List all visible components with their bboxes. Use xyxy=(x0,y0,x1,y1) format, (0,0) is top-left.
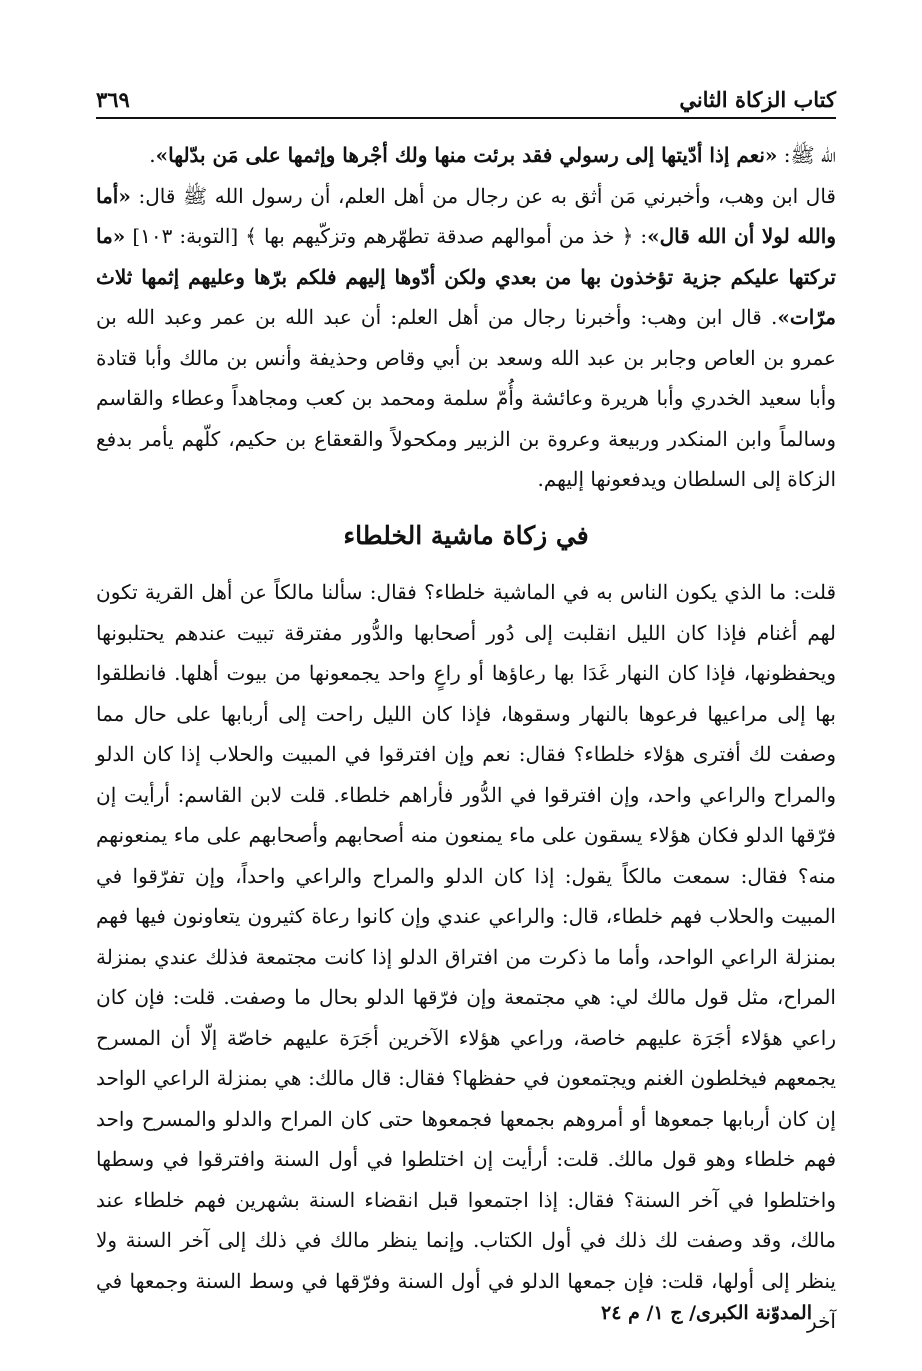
hadith-quote: «ما تركتها عليكم جزية تؤخذون بها من بعدي ولكن أدّوها إليهم فلكم برّها وعليهم إثمها ثلاث مرّات» xyxy=(96,224,836,329)
text-run: . قال ابن وهب: وأخبرنا رجال من أهل العلم: أن عبد الله بن عمر وعبد الله بن عمرو بن العاص وجابر بن عبد الله وسعد بن أبي وقاص وحذيفة وأنس بن مالك وأبا قتادة وأبا سعيد الخدري وأبا هريرة وعائشة وأُمّ سلمة ومحمد بن كعب ومجاهداً وعطاء والقاسم وسالماً وابن المنكدر وربيعة وعروة بن الزبير ومكحولاً والقعقاع بن حكيم، كلّهم يأمر بدفع الزكاة إلى السلطان ويدفعونها إليهم. xyxy=(96,305,836,491)
text-block-bottom xyxy=(96,572,836,1342)
text-block-top xyxy=(96,135,836,500)
header-rule xyxy=(96,117,836,119)
text-run: قال ابن وهب، وأخبرني مَن أثق به عن رجال من أهل العلم، أن رسول الله ﷺ قال: xyxy=(130,183,836,208)
chapter-title: كتاب الزكاة الثاني xyxy=(679,87,836,112)
footer-signature: المدوّنة الكبرى/ ج ١/ م ٢٤ xyxy=(601,1302,812,1324)
section-heading: في زكاة ماشية الخلطاء xyxy=(343,521,589,550)
paragraph xyxy=(96,176,836,500)
page-number: ٣٦٩ xyxy=(96,87,130,112)
hadith-quote: «أما والله لولا أن الله قال» xyxy=(96,183,836,248)
paragraph xyxy=(96,135,836,176)
paragraph: قلت: ما الذي يكون الناس به في الماشية خلطاء؟ فقال: سألنا مالكاً عن أهل القرية تكون لهم أغنام فإذا كان الليل انقلبت إلى دُور أصحابها والدُّور مفترقة تبيت عندهم يحتلبونها ويحفظونها، فإذا كان النهار غَدَا بها رعاؤها أو راعٍ واحد يجمعونها من بيوت أهلها. فانطلقوا بها إلى مراعيها فرعوها بالنهار وسقوها، فإذا كان الليل راحت إلى أربابها على حال مما وصفت لك أفترى هؤلاء خلطاء؟ فقال: نعم وإن افترقوا في المبيت والحلاب إذا كان الدلو والمراح والراعي واحد، وإن افترقوا في الدُّور فأراهم خلطاء. قلت لابن القاسم: أرأيت إن فرّقها الدلو فكان هؤلاء يسقون على ماء يمنعون منه أصحابهم وأصحابهم على ماء يمنعونهم منه؟ فقال: سمعت مالكاً يقول: إذا كان الدلو والمراح والراعي واحداً، وإن تفرّقوا في المبيت والحلاب فهم خلطاء، قال: والراعي عندي وإن كانوا رعاة كثيرون يتعاونون فيها فهم بمنزلة الراعي الواحد، وأما ما ذكرت من افتراق الدلو إذا كانت مجتمعة فذلك عندي بمنزلة المراح، مثل قول مالك لي: هي مجتمعة وإن فرّقها الدلو بحال ما وصفت. قلت: فإن كان راعي هؤلاء أجَرَة عليهم خاصة، وراعي هؤلاء الآخرين أجَرَة عليهم خاصّة إلّا أن المسرح يجمعهم فيخلطون الغنم ويجتمعون في حفظها؟ فقال: قال مالك: هي بمنزلة الراعي الواحد إن كان أربابها جمعوها أو أمروهم بجمعها فجمعوها حتى كان المراح والدلو والمسرح واحد فهم خلطاء وهو قول مالك. قلت: أرأيت إن اختلطوا في أول السنة وافترقوا في وسطها واختلطوا في آخر السنة؟ فقال: إذا اجتمعوا قبل انقضاء السنة بشهرين فهم خلطاء عند مالك، وقد وصفت لك ذلك في أول الكتاب. وإنما ينظر مالك في ذلك إلى آخر السنة ولا ينظر إلى أولها، قلت: فإن جمعها الدلو في أول السنة وفرّقها في وسط السنة وجمعها في آخر xyxy=(96,580,836,1333)
running-header xyxy=(96,78,836,112)
text-run: الله ﷺ: xyxy=(777,143,836,167)
text-run: : ﴿ خذ من أموالهم صدقة تطهّرهم وتزكّيهم بها ﴾ [التوبة: ١٠٣] xyxy=(125,224,648,248)
text-run: . xyxy=(149,143,156,167)
hadith-quote: «نعم إذا أدّيتها إلى رسولي فقد برئت منها ولك أجْرها وإثمها على مَن بدّلها» xyxy=(155,143,778,167)
